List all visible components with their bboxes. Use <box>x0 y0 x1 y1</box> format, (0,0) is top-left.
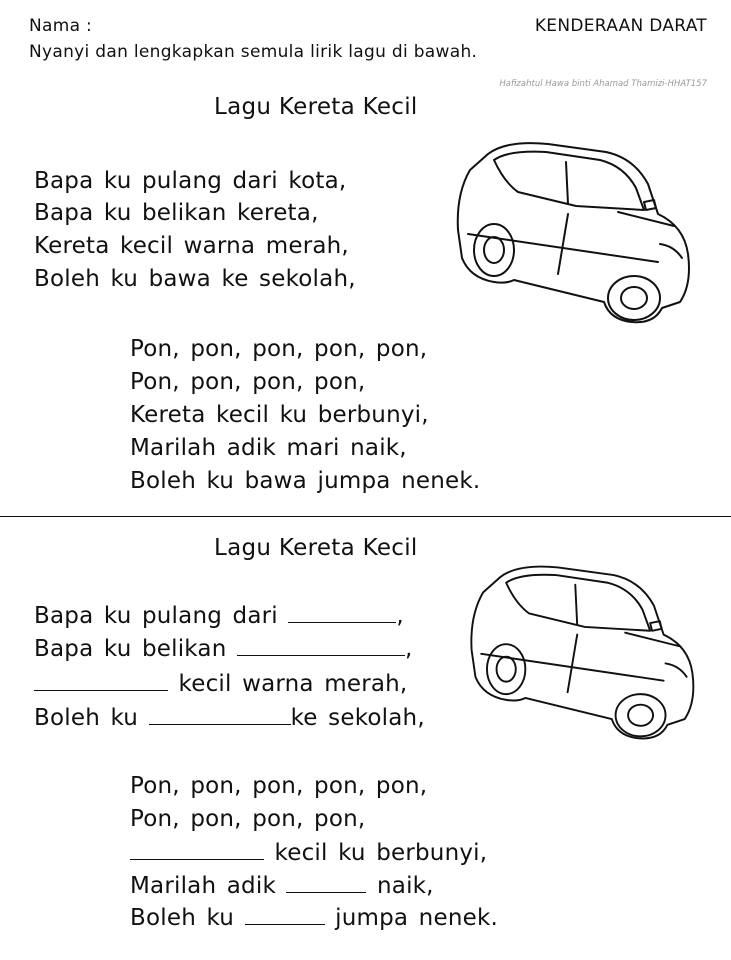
exercise-title: Lagu Kereta Kecil <box>214 535 418 561</box>
answer-blank[interactable] <box>237 655 405 656</box>
exercise-text: kecil ku berbunyi, <box>274 840 488 866</box>
exercise-text: jumpa nenek. <box>335 905 498 931</box>
exercise-line <box>34 636 413 662</box>
exercise-line <box>34 603 404 629</box>
exercise-line: Pon, pon, pon, pon, <box>130 806 366 832</box>
credit-text: Hafizahtul Hawa binti Ahamad Thamizi-HHAT157 <box>499 79 707 89</box>
name-label: Nama : <box>29 16 93 36</box>
topic-heading: KENDERAAN DARAT <box>534 16 707 36</box>
lyric-line: Marilah adik mari naik, <box>130 435 407 461</box>
exercise-text: Marilah adik <box>130 873 276 899</box>
answer-blank[interactable] <box>245 924 325 925</box>
exercise-text: naik, <box>377 873 434 899</box>
answer-blank[interactable] <box>286 892 366 893</box>
answer-blank[interactable] <box>288 622 396 623</box>
exercise-line: Pon, pon, pon, pon, pon, <box>130 773 428 799</box>
lyric-line: Boleh ku bawa jumpa nenek. <box>130 468 481 494</box>
exercise-text: Bapa ku pulang dari <box>34 603 278 629</box>
answer-blank[interactable] <box>130 859 264 860</box>
exercise-text: , <box>405 636 413 662</box>
exercise-text: , <box>396 603 404 629</box>
lyric-line: Bapa ku belikan kereta, <box>34 200 319 226</box>
lyric-line: Pon, pon, pon, pon, <box>130 369 366 395</box>
lyric-line: Boleh ku bawa ke sekolah, <box>34 266 356 292</box>
exercise-text: Bapa ku belikan <box>34 636 227 662</box>
lyric-line: Bapa ku pulang dari kota, <box>34 168 347 194</box>
section-divider <box>0 516 731 517</box>
exercise-line <box>130 840 487 866</box>
instruction-text: Nyanyi dan lengkapkan semula lirik lagu di bawah. <box>29 42 478 62</box>
exercise-text: ke sekolah, <box>290 705 425 731</box>
exercise-line <box>130 873 434 899</box>
exercise-text: Boleh ku <box>34 705 139 731</box>
exercise-text: Boleh ku <box>130 905 235 931</box>
lyric-line: Pon, pon, pon, pon, pon, <box>130 336 428 362</box>
exercise-text: kecil warna merah, <box>178 671 408 697</box>
lyric-line: Kereta kecil ku berbunyi, <box>130 402 429 428</box>
lyric-line: Kereta kecil warna merah, <box>34 233 349 259</box>
exercise-line <box>34 671 407 697</box>
exercise-line <box>34 705 425 731</box>
car-icon <box>448 134 698 324</box>
answer-blank[interactable] <box>34 690 168 691</box>
car-icon <box>462 556 702 742</box>
song-title: Lagu Kereta Kecil <box>214 94 418 120</box>
answer-blank[interactable] <box>149 724 291 725</box>
exercise-line <box>130 905 498 931</box>
